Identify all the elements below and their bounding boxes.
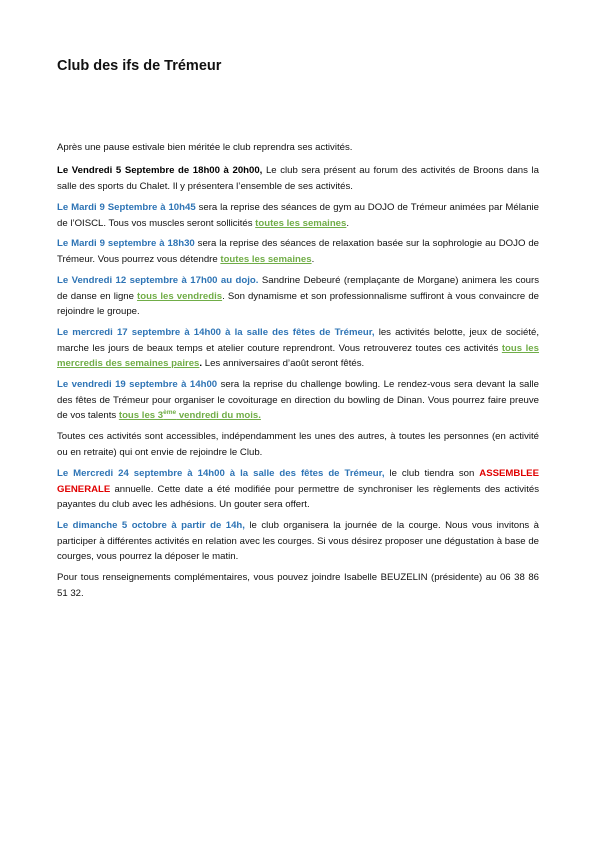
paragraph-assembly: Le Mercredi 24 septembre à 14h00 à la salle des fêtes de Trémeur, le club tiendra son ASSEMBLEE GENERALE annuelle. Cette date a été modifiée pour permettre de synchroniser les règlements des activités payantes du club avec les adhésions. Un gouter sera offert. xyxy=(57,468,539,511)
frequency-text: tous les vendredis xyxy=(137,290,223,302)
paragraph-wednesday-activities: Le mercredi 17 septembre à 14h00 à la salle des fêtes de Trémeur, les activités belotte, jeux de société, marche les jours de beaux temps et atelier couture reprendront. Vous retrouverez toutes ces activités tous les mercredis des semaines paires. Les anniversaires d’août seront fêtés. xyxy=(57,327,539,370)
intro-paragraph: Après une pause estivale bien méritée le club reprendra ses activités. xyxy=(57,142,353,153)
paragraph-contact: Pour tous renseignements complémentaires, vous pouvez joindre Isabelle BEUZELIN (présidente) au 06 38 86 51 32. xyxy=(57,572,539,599)
document-title: Club des ifs de Trémeur xyxy=(57,58,222,74)
event-date: Le Mardi 9 septembre à 18h30 xyxy=(57,238,195,249)
paragraph-accessibility: Toutes ces activités sont accessibles, indépendamment les unes des autres, à toutes les personnes (en activité ou en retraite) qui ont envie de rejoindre le Club. xyxy=(57,431,539,458)
frequency-text: tous les 3ème vendredi du mois. xyxy=(118,409,261,422)
paragraph-bowling xyxy=(57,377,539,424)
frequency-text: toutes les semaines xyxy=(220,253,312,265)
event-date: Le mercredi 17 septembre à 14h00 à la salle des fêtes de Trémeur, xyxy=(57,327,375,338)
event-date: Le vendredi 19 septembre à 14h00 xyxy=(57,379,218,390)
event-date: Le Vendredi 12 septembre à 17h00 au dojo. xyxy=(57,275,259,286)
paragraph-pumpkin-day xyxy=(57,518,539,565)
paragraph-gym: Le Mardi 9 Septembre à 10h45 sera la reprise des séances de gym au DOJO de Trémeur animées par Mélanie de l’OISCL. Tous vos muscles seront sollicités toutes les semaines. xyxy=(57,202,539,229)
event-text: les activités belotte, jeux de société, marche les jours de beaux temps et atelier couture reprendront. Vous retrouverez toutes ces activités xyxy=(57,327,539,354)
event-date: Le Mercredi 24 septembre à 14h00 à la salle des fêtes de Trémeur, xyxy=(57,468,385,479)
frequency-text: tous les mercredis des semaines paires xyxy=(57,342,539,370)
frequency-text: toutes les semaines xyxy=(255,217,347,229)
assembly-highlight: ASSEMBLEE GENERALE xyxy=(57,468,539,495)
event-date: Le Vendredi 5 Septembre de 18h00 à 20h00, xyxy=(57,165,263,176)
event-text: Le club sera présent au forum des activités de Broons dans la salle des sports du Chalet. Il y présentera l’ensemble de ses activités. xyxy=(57,165,539,192)
paragraph-dance: Le Vendredi 12 septembre à 17h00 au dojo. Sandrine Debeuré (remplaçante de Morgane) animera les cours de danse en ligne tous les vendredis. Son dynamisme et son professionnalisme suffiront à vous convaincre de rejoindre le groupe. xyxy=(57,275,539,318)
event-date: Le Mardi 9 Septembre à 10h45 xyxy=(57,202,196,213)
event-date: Le dimanche 5 octobre à partir de 14h, xyxy=(57,520,245,531)
event-text: le club organisera la journée de la courge. Nous vous invitons à participer à différentes activités en relation avec les courges. Si vous désirez proposer une dégustation à base de courges, vous pourrez la déposer le matin. xyxy=(57,520,539,563)
event-text: sera la reprise des séances de gym au DOJO de Trémeur animées par Mélanie de l’OISCL. Tous vos muscles seront sollicités xyxy=(57,202,539,229)
event-text: sera la reprise du challenge bowling. Le rendez-vous sera devant la salle des fêtes de Trémeur pour organiser le covoiturage en direction du bowling de Dinan. Vous pourrez faire preuve de vos talents xyxy=(57,379,539,422)
event-text: le club tiendra son xyxy=(384,468,480,479)
event-text: Sandrine Debeuré (remplaçante de Morgane) animera les cours de danse en ligne xyxy=(57,275,539,302)
event-text: sera la reprise des séances de relaxation basée sur la sophrologie au DOJO de Trémeur. Vous pourrez vous détendre xyxy=(57,238,539,265)
paragraph-relaxation: Le Mardi 9 septembre à 18h30 sera la reprise des séances de relaxation basée sur la sophrologie au DOJO de Trémeur. Vous pourrez vous détendre toutes les semaines. xyxy=(57,238,539,265)
paragraph-forum xyxy=(57,163,539,194)
